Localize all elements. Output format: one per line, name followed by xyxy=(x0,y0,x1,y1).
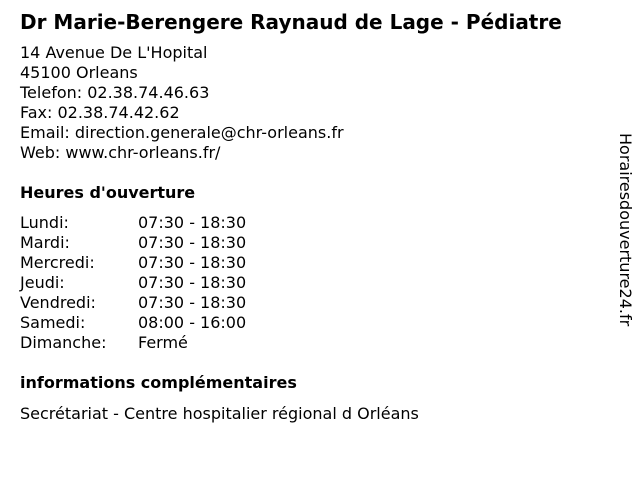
hours-row-mardi xyxy=(20,233,246,253)
hours-time: 07:30 - 18:30 xyxy=(138,233,247,252)
contact-block xyxy=(20,43,344,163)
hours-day: Mercredi: xyxy=(20,253,95,272)
hours-time: 07:30 - 18:30 xyxy=(138,253,247,272)
info-text: Secrétariat - Centre hospitalier régional d Orléans xyxy=(20,404,419,423)
hours-day: Dimanche: xyxy=(20,333,107,352)
hours-list xyxy=(20,213,246,353)
hours-day: Jeudi: xyxy=(20,273,65,292)
info-heading: informations complémentaires xyxy=(20,373,297,392)
hours-row-mercredi xyxy=(20,253,246,273)
hours-time: 08:00 - 16:00 xyxy=(138,313,247,332)
site-watermark: Horairesdouverture24.fr xyxy=(616,133,635,327)
hours-row-samedi xyxy=(20,313,246,333)
hours-time: 07:30 - 18:30 xyxy=(138,213,247,232)
hours-row-lundi xyxy=(20,213,246,233)
hours-row-dimanche xyxy=(20,333,246,353)
hours-time: Fermé xyxy=(138,333,188,352)
hours-time: 07:30 - 18:30 xyxy=(138,293,247,312)
address-city: 45100 Orleans xyxy=(20,63,138,82)
hours-row-jeudi xyxy=(20,273,246,293)
page-title: Dr Marie-Berengere Raynaud de Lage - Pédiatre xyxy=(20,10,562,34)
website-link: Web: www.chr-orleans.fr/ xyxy=(20,143,221,162)
email-address: Email: direction.generale@chr-orleans.fr xyxy=(20,123,344,142)
hours-heading: Heures d'ouverture xyxy=(20,183,196,202)
hours-day: Lundi: xyxy=(20,213,69,232)
hours-day: Samedi: xyxy=(20,313,86,332)
address-street: 14 Avenue De L'Hopital xyxy=(20,43,208,62)
phone-number: Telefon: 02.38.74.46.63 xyxy=(20,83,210,102)
hours-day: Vendredi: xyxy=(20,293,96,312)
hours-row-vendredi xyxy=(20,293,246,313)
fax-number: Fax: 02.38.74.42.62 xyxy=(20,103,180,122)
hours-time: 07:30 - 18:30 xyxy=(138,273,247,292)
hours-day: Mardi: xyxy=(20,233,70,252)
